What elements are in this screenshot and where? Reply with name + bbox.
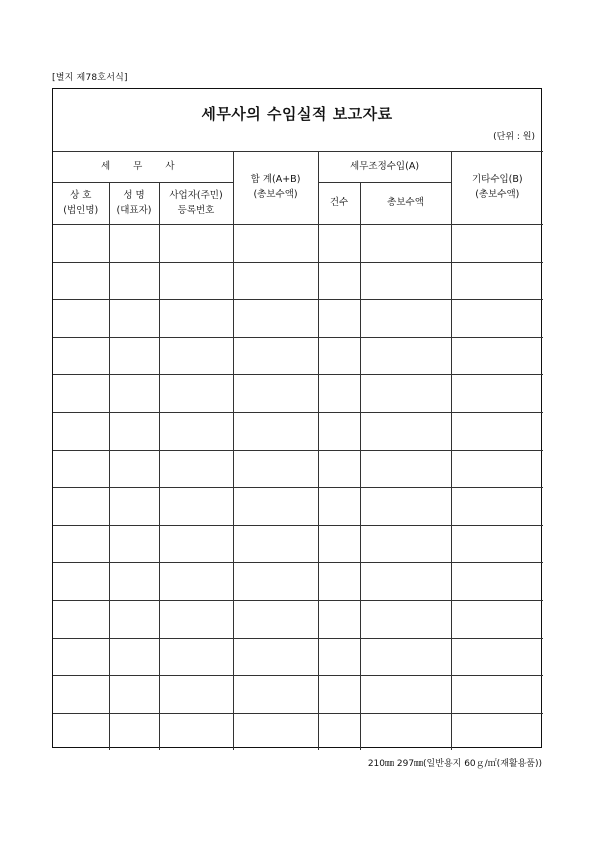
form-title: 세무사의 수임실적 보고자료 xyxy=(201,105,393,123)
cell-registration-no[interactable] xyxy=(159,412,233,450)
header-count-label: 건수 xyxy=(329,197,349,209)
report-form xyxy=(52,88,542,748)
header-adjustment xyxy=(318,152,451,183)
header-row-1 xyxy=(53,152,543,183)
cell-adjustment-fee[interactable] xyxy=(360,412,451,450)
table-row xyxy=(53,337,543,375)
cell-total[interactable] xyxy=(233,488,318,526)
table-row xyxy=(53,638,543,676)
cell-total[interactable] xyxy=(233,225,318,263)
cell-name[interactable] xyxy=(109,262,159,300)
cell-adjustment-fee[interactable] xyxy=(360,600,451,638)
cell-trade-name[interactable] xyxy=(53,600,109,638)
cell-registration-no[interactable] xyxy=(159,638,233,676)
header-registration-no xyxy=(159,183,233,225)
cell-other-income[interactable] xyxy=(451,300,543,338)
cell-name[interactable] xyxy=(109,300,159,338)
cell-name[interactable] xyxy=(109,450,159,488)
cell-total[interactable] xyxy=(233,375,318,413)
cell-count[interactable] xyxy=(318,638,360,676)
header-adjustment-label: 세무조정수입(A) xyxy=(350,160,420,172)
cell-count[interactable] xyxy=(318,563,360,601)
cell-trade-name[interactable] xyxy=(53,525,109,563)
cell-registration-no[interactable] xyxy=(159,488,233,526)
cell-trade-name[interactable] xyxy=(53,563,109,601)
cell-count[interactable] xyxy=(318,337,360,375)
cell-total[interactable] xyxy=(233,300,318,338)
cell-other-income[interactable] xyxy=(451,488,543,526)
table-row xyxy=(53,375,543,413)
table-row xyxy=(53,412,543,450)
cell-trade-name[interactable] xyxy=(53,262,109,300)
cell-other-income[interactable] xyxy=(451,525,543,563)
cell-name[interactable] xyxy=(109,676,159,714)
cell-name[interactable] xyxy=(109,525,159,563)
cell-adjustment-fee[interactable] xyxy=(360,300,451,338)
header-other-label: 기타수입(B) xyxy=(471,174,523,186)
cell-count[interactable] xyxy=(318,300,360,338)
cell-registration-no[interactable] xyxy=(159,600,233,638)
table-row xyxy=(53,225,543,263)
header-trade-name-sub: (법인명) xyxy=(63,204,99,216)
paper-spec-note: 210㎜ 297㎜(일반용지 60ｇ/㎡(재활용품)) xyxy=(367,759,542,769)
cell-total[interactable] xyxy=(233,412,318,450)
cell-trade-name[interactable] xyxy=(53,676,109,714)
cell-other-income[interactable] xyxy=(451,375,543,413)
cell-adjustment-fee[interactable] xyxy=(360,676,451,714)
table-row xyxy=(53,563,543,601)
cell-total[interactable] xyxy=(233,262,318,300)
cell-count[interactable] xyxy=(318,225,360,263)
cell-trade-name[interactable] xyxy=(53,225,109,263)
cell-adjustment-fee[interactable] xyxy=(360,563,451,601)
cell-registration-no[interactable] xyxy=(159,262,233,300)
cell-name[interactable] xyxy=(109,563,159,601)
header-tax-accountant xyxy=(53,152,233,183)
cell-trade-name[interactable] xyxy=(53,412,109,450)
header-tax-accountant-label: 세 무 사 xyxy=(100,160,185,172)
cell-adjustment-fee[interactable] xyxy=(360,337,451,375)
header-trade-name xyxy=(53,183,109,225)
cell-name[interactable] xyxy=(109,713,159,750)
form-number-label: [별지 제78호서식] xyxy=(52,73,128,83)
data-rows xyxy=(53,225,543,751)
header-other-sub: (총보수액) xyxy=(475,189,520,200)
cell-registration-no[interactable] xyxy=(159,676,233,714)
cell-other-income[interactable] xyxy=(451,337,543,375)
cell-registration-no[interactable] xyxy=(159,563,233,601)
cell-trade-name[interactable] xyxy=(53,300,109,338)
cell-adjustment-fee[interactable] xyxy=(360,375,451,413)
cell-adjustment-fee[interactable] xyxy=(360,225,451,263)
cell-name[interactable] xyxy=(109,412,159,450)
header-trade-name-label: 상 호 xyxy=(70,189,92,201)
cell-other-income[interactable] xyxy=(451,450,543,488)
table-row xyxy=(53,713,543,750)
cell-other-income[interactable] xyxy=(451,713,543,750)
cell-name[interactable] xyxy=(109,225,159,263)
cell-count[interactable] xyxy=(318,412,360,450)
cell-other-income[interactable] xyxy=(451,262,543,300)
cell-trade-name[interactable] xyxy=(53,450,109,488)
cell-registration-no[interactable] xyxy=(159,525,233,563)
cell-adjustment-fee[interactable] xyxy=(360,638,451,676)
header-adjustment-fee-label: 총보수액 xyxy=(387,197,424,209)
cell-registration-no[interactable] xyxy=(159,225,233,263)
cell-count[interactable] xyxy=(318,262,360,300)
header-count xyxy=(318,183,360,225)
cell-registration-no[interactable] xyxy=(159,300,233,338)
cell-other-income[interactable] xyxy=(451,638,543,676)
cell-count[interactable] xyxy=(318,450,360,488)
cell-adjustment-fee[interactable] xyxy=(360,262,451,300)
cell-other-income[interactable] xyxy=(451,412,543,450)
cell-trade-name[interactable] xyxy=(53,488,109,526)
cell-count[interactable] xyxy=(318,713,360,750)
cell-count[interactable] xyxy=(318,375,360,413)
cell-other-income[interactable] xyxy=(451,225,543,263)
header-reg-label: 사업자(주민) xyxy=(169,189,223,201)
cell-adjustment-fee[interactable] xyxy=(360,713,451,750)
cell-name[interactable] xyxy=(109,638,159,676)
cell-total[interactable] xyxy=(233,713,318,750)
table-row xyxy=(53,525,543,563)
table-row xyxy=(53,600,543,638)
report-table xyxy=(53,151,543,750)
cell-registration-no[interactable] xyxy=(159,337,233,375)
unit-note: (단위 : 원) xyxy=(493,132,535,142)
cell-total[interactable] xyxy=(233,450,318,488)
cell-count[interactable] xyxy=(318,600,360,638)
cell-other-income[interactable] xyxy=(451,563,543,601)
table-row xyxy=(53,300,543,338)
cell-trade-name[interactable] xyxy=(53,375,109,413)
table-row xyxy=(53,488,543,526)
header-total-label: 합 계(A+B) xyxy=(250,174,301,186)
cell-count[interactable] xyxy=(318,525,360,563)
cell-trade-name[interactable] xyxy=(53,713,109,750)
cell-total[interactable] xyxy=(233,638,318,676)
cell-adjustment-fee[interactable] xyxy=(360,525,451,563)
header-total xyxy=(233,152,318,225)
cell-total[interactable] xyxy=(233,563,318,601)
cell-count[interactable] xyxy=(318,488,360,526)
cell-total[interactable] xyxy=(233,600,318,638)
table-row xyxy=(53,676,543,714)
header-adjustment-fee xyxy=(360,183,451,225)
cell-registration-no[interactable] xyxy=(159,713,233,750)
cell-total[interactable] xyxy=(233,337,318,375)
cell-adjustment-fee[interactable] xyxy=(360,450,451,488)
header-other-income xyxy=(451,152,543,225)
table-row xyxy=(53,450,543,488)
cell-trade-name[interactable] xyxy=(53,638,109,676)
cell-name[interactable] xyxy=(109,600,159,638)
cell-adjustment-fee[interactable] xyxy=(360,488,451,526)
cell-total[interactable] xyxy=(233,525,318,563)
cell-registration-no[interactable] xyxy=(159,450,233,488)
cell-name[interactable] xyxy=(109,375,159,413)
header-name-sub: (대표자) xyxy=(116,204,152,216)
cell-total[interactable] xyxy=(233,676,318,714)
cell-count[interactable] xyxy=(318,676,360,714)
header-name xyxy=(109,183,159,225)
header-name-label: 성 명 xyxy=(123,189,145,201)
title-area xyxy=(53,89,541,152)
cell-other-income[interactable] xyxy=(451,676,543,714)
header-reg-sub: 등록번호 xyxy=(177,204,215,216)
cell-trade-name[interactable] xyxy=(53,337,109,375)
cell-other-income[interactable] xyxy=(451,600,543,638)
header-total-sub: (총보수액) xyxy=(253,189,298,200)
cell-registration-no[interactable] xyxy=(159,375,233,413)
cell-name[interactable] xyxy=(109,488,159,526)
table-row xyxy=(53,262,543,300)
cell-name[interactable] xyxy=(109,337,159,375)
